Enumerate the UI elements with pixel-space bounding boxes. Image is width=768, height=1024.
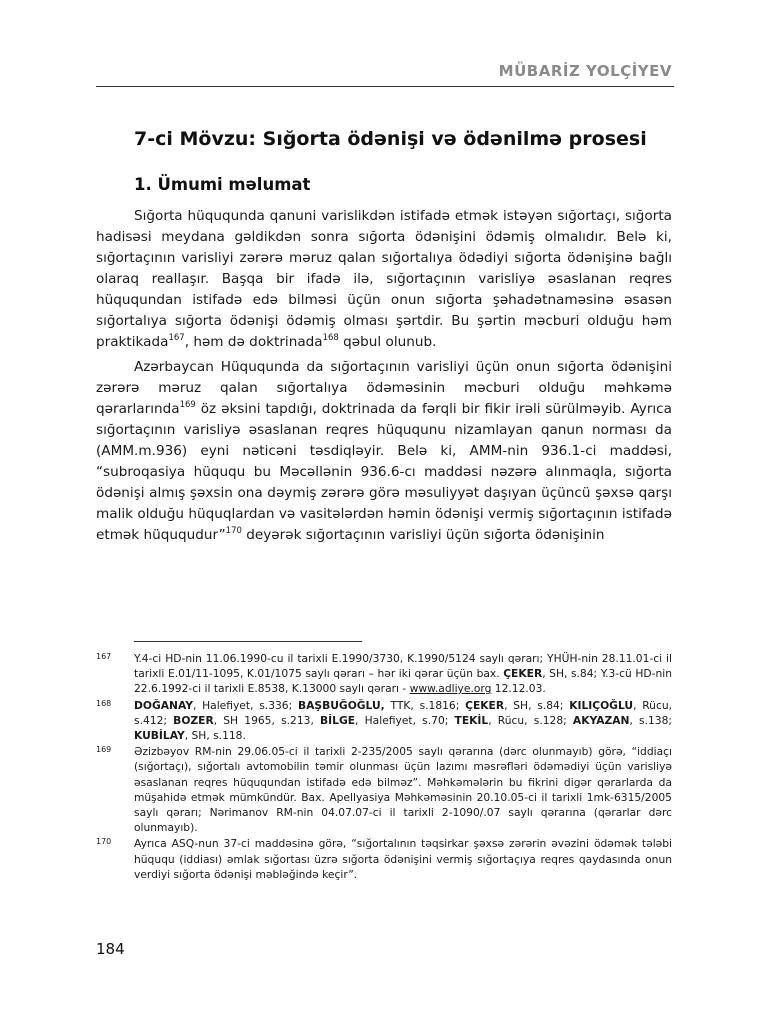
- footnote-text: [134, 651, 672, 697]
- page-number: 184: [96, 940, 125, 958]
- section-title: 1. Ümumi məlumat: [134, 175, 311, 194]
- footnote-segment: , SH 1965, s.213,: [213, 713, 321, 727]
- author-name: KILIÇOĞLU: [569, 698, 634, 712]
- footnote-ref: 170: [225, 526, 242, 536]
- footnote: [96, 698, 672, 744]
- author-name: ÇEKER: [503, 667, 543, 681]
- paragraph-text: Azərbaycan Hüququnda da sığortaçının varisliyi üçün onun sığorta ödənişini zərərə məruz qalan sığortalıya ödəməsinin məcburi olduğu məhkəmə qərarlarında: [96, 359, 672, 417]
- footnote-segment: , Halefiyet, s.336;: [192, 698, 298, 712]
- paragraph-text: , həm də doktrinada: [184, 334, 323, 350]
- paragraph: [96, 206, 672, 353]
- footnote-segment: , SH, s.84;: [504, 698, 570, 712]
- footnote-ref: 167: [168, 333, 185, 343]
- footnote: [96, 744, 672, 835]
- paragraph-text: qəbul olunub.: [338, 334, 437, 350]
- author-name: AKYAZAN: [572, 713, 630, 727]
- footnote-ref: 169: [179, 400, 196, 410]
- footnote-number: 168: [96, 698, 112, 708]
- footnote-segment: , s.138;: [629, 713, 672, 727]
- footnotes: [96, 651, 672, 883]
- footnote-number: 169: [96, 745, 112, 755]
- running-header: MÜBARİZ YOLÇİYEV: [498, 62, 672, 80]
- paragraph: [96, 357, 672, 546]
- footnote-segment: , SH, s.84; Y.3-cü HD-nin 22.6.1992-ci il tarixli E.8538, K.13000 saylı qərarı -: [134, 667, 673, 696]
- footnote-number: 170: [96, 837, 112, 847]
- paragraph-text: deyərək sığortaçının varisliyi üçün sığorta ödənişinin: [241, 527, 605, 543]
- footnote-separator: [134, 641, 362, 642]
- author-name: KUBİLAY: [134, 729, 185, 743]
- author-name: DOĞANAY: [134, 698, 193, 712]
- footnote-text: Əzizbəyov RM-nin 29.06.05-ci il tarixli 2-235/2005 saylı qərarına (dərc olunmayıb) görə, “iddiaçı (sığortaçı), sığortalı avtomobilin təmir olunması üçün lazımı məsrəfləri ödəmədiyi üçün varisliyə əsaslanan reqres hüququndan istifadə edə bilməz”. Məhkəmələrin bu fikrini digər qərarlarda da müşahidə etmək mümkündür. Bax. Apellyasiya Məhkəməsinin 20.10.05-ci il tarixli 1mk-6315/2005 saylı qərarı; Nərimanov RM-nin 04.07.07-ci il tarixli 2-1090/.07 saylı qərarına (qərarlar dərc olunmayıb).: [134, 745, 672, 835]
- author-name: TEKİL: [454, 713, 489, 727]
- chapter-title: 7-ci Mövzu: Sığorta ödənişi və ödənilmə prosesi: [134, 128, 647, 150]
- footnote-ref: 168: [322, 333, 339, 343]
- footnote-segment: 12.12.03.: [491, 682, 546, 696]
- author-name: ÇEKER: [465, 698, 505, 712]
- footnote-segment: Y.4-ci HD-nin 11.06.1990-cu il tarixli E.1990/3730, K.1990/5124 saylı qərarı; YHÜH-nin 28.11.01-ci il tarixli E.01/11-1095, K.01/1075 saylı qərarı – hər iki qərar üçün bax.: [134, 652, 672, 681]
- footnote: [96, 651, 672, 697]
- footnote-segment: , Rücu, s.128;: [488, 713, 573, 727]
- footnote-text: [134, 698, 672, 744]
- paragraph-text: Sığorta hüququnda qanuni varislikdən istifadə etmək istəyən sığortaçı, sığorta hadisəsi meydana gəldikdən sonra sığorta ödənişini ödəmiş olmalıdır. Belə ki, sığortaçının varisliyi zərərə məruz qalan sığortalıya ödədiyi sığorta ödənişinə bağlı olaraq reallaşır. Başqa bir ifadə ilə, sığortaçının varisliyə əsaslanan reqres hüququndan istifadə edə bilməsi üçün onun sığorta şəhadətnaməsinə əsasən sığortalıya sığorta ödənişi ödəmiş olması şərtdir. Bu şərtin məcburi olduğu həm praktikada: [96, 208, 672, 350]
- author-name: BOZER: [173, 713, 214, 727]
- footnote-segment: , Rücu, s.412;: [134, 698, 673, 727]
- footnote: [96, 836, 672, 882]
- footnote-text: Ayrıca ASQ-nun 37-ci maddəsinə görə, “sığortalının təqsirkar şəxsə zərərin əvəzini ödəmək tələbi hüququ (iddiası) əmlak sığortası üzrə sığorta ödənişini vermiş sığortaçıya reqres qaydasında onun verdiyi sığorta ödənişi məbləğində keçir”.: [134, 837, 672, 881]
- website-link[interactable]: www.adliye.org: [409, 682, 492, 696]
- footnote-number: 167: [96, 652, 112, 661]
- footnote-segment: , SH, s.118.: [184, 729, 246, 743]
- paragraph-text: öz əksini tapdığı, doktrinada da fərqli bir fikir irəli sürülməyib. Ayrıca sığortaçının varisliyə əsaslanan reqres hüququnu nizamlayan qanun norması da (AMM.m.936) eyni nəticəni təsdiqləyir. Belə ki, AMM-nin 936.1-ci maddəsi, “subroqasiya hüququ bu Məcəllənin 936.6-cı maddəsi nəzərə alınmaqla, sığorta ödənişi almış şəxsin ona dəymiş zərərə görə məsuliyyət daşıyan üçüncü şəxsə qarşı malik olduğu hüquqlardan və vasitələrdən həmin ödənişi vermiş sığortaçının istifadə etmək hüququdur”: [96, 401, 672, 543]
- author-name: BAŞBUĞOĞLU,: [297, 698, 385, 712]
- header-rule: [96, 86, 674, 87]
- author-name: BİLGE: [320, 713, 356, 727]
- footnote-segment: , Halefiyet, s.70;: [355, 713, 455, 727]
- footnote-segment: TTK, s.1816;: [384, 698, 466, 712]
- body-text: [96, 206, 672, 550]
